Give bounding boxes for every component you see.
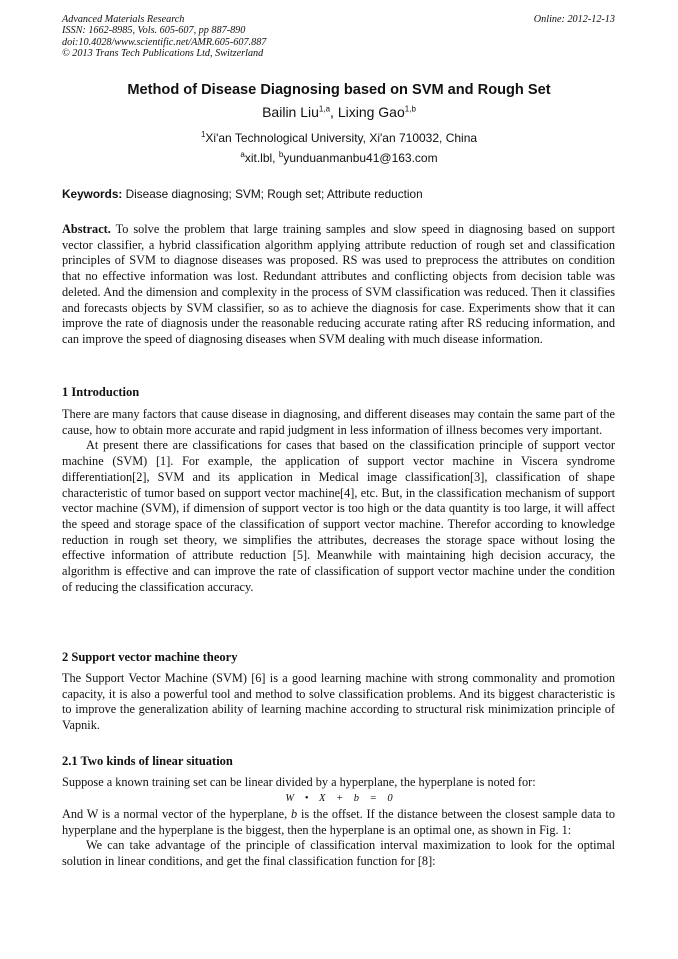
linear-p2-part-c: is the offset. If the distance between the closest sample data to hyperplane and the hyperplane is the biggest, then the hyperplane is an optimal one, as shown in Fig. 1:	[62, 807, 615, 837]
email-b: yunduanmanbu41@163.com	[283, 151, 438, 165]
introduction-body	[62, 407, 615, 595]
subsection-heading-linear: 2.1 Two kinds of linear situation	[62, 754, 233, 768]
affiliation	[0, 131, 678, 145]
paper-title: Method of Disease Diagnosing based on SVM and Rough Set	[127, 82, 551, 98]
hyperplane-equation: W • X + b = 0	[285, 793, 393, 804]
online-date: Online: 2012-12-13	[533, 14, 615, 25]
svm-paragraph-1: The Support Vector Machine (SVM) [6] is a good learning machine with strong commonality and promotion capacity, it is also a powerful tool and method to solve classification problems. And its biggest characteristic is to improve the generalization ability of learning machine according to structural risk minimization principle of Vapnik.	[62, 671, 615, 733]
email-a: xit.lbl,	[244, 151, 279, 165]
keywords-label: Keywords:	[62, 187, 123, 201]
section-heading-svm-theory: 2 Support vector machine theory	[62, 650, 238, 664]
copyright-line: © 2013 Trans Tech Publications Ltd, Switzerland	[62, 48, 264, 60]
section-heading-introduction: 1 Introduction	[62, 385, 140, 399]
offset-symbol: b	[290, 807, 298, 821]
author-1-sup: 1,a	[318, 104, 331, 114]
issn-line: ISSN: 1662-8985, Vols. 605-607, pp 887-890	[62, 25, 246, 37]
journal-name: Advanced Materials Research	[62, 14, 185, 25]
journal-header	[62, 14, 266, 60]
linear-body-1	[62, 775, 615, 791]
abstract-label: Abstract.	[62, 222, 111, 236]
linear-paragraph-3: We can take advantage of the principle of classification interval maximization to look for the optimal solution in linear conditions, and get the final classification function for [8]:	[62, 838, 615, 869]
abstract-text: To solve the problem that large training samples and slow speed in diagnosing based on support vector classifier, a hybrid classification algorithm applying attribute reduction of rough set and classification principles of SVM to diagnose diseases was proposed. RS was used to preprocess the attributes on condition that no effective information was lost. Redundant attributes and conflicting objects from decision table was deleted. And the dimension and complexity in the process of SVM classification was reduced. Then it classifies and forecasts objects by SVM classifier, so as to achieve the diagnosis for case. Experiments show that it can improve the rate of diagnosis under the reasonable reducing accurate rating after RS reducing information, and can improve the speed of diagnosing diseases when SVM dealing with much disease information.	[62, 222, 615, 346]
author-line	[0, 104, 678, 120]
svm-theory-body	[62, 671, 615, 734]
author-separator: ,	[330, 104, 338, 120]
affiliation-sup: 1	[200, 130, 206, 139]
author-1: Bailin Liu	[262, 104, 319, 120]
linear-p2-part-a: And W is a normal vector of the hyperplane,	[62, 807, 291, 821]
email-line	[0, 151, 678, 165]
affiliation-text: Xi'an Technological University, Xi'an 710032, China	[205, 131, 478, 145]
doi-line: doi:10.4028/www.scientific.net/AMR.605-607.887	[62, 36, 267, 48]
keywords	[62, 187, 615, 201]
keywords-text: Disease diagnosing; SVM; Rough set; Attribute reduction	[122, 187, 423, 201]
linear-body-2	[62, 807, 615, 870]
author-2: Lixing Gao	[337, 104, 405, 120]
email-a-sup: a	[240, 150, 245, 159]
author-2-sup: 1,b	[404, 104, 416, 114]
intro-paragraph-1: There are many factors that cause disease in diagnosing, and different diseases may contain the same part of the cause, how to obtain more accurate and rapid judgment in less information of illness becomes very important.	[62, 407, 615, 437]
linear-paragraph-1: Suppose a known training set can be linear divided by a hyperplane, the hyperplane is noted for:	[62, 775, 536, 789]
email-b-sup: b	[278, 150, 284, 159]
linear-paragraph-2	[62, 807, 615, 838]
abstract	[62, 222, 615, 348]
intro-paragraph-2: At present there are classifications for cases that based on the classification principle of support vector machine (SVM) [1]. For example, the application of support vector machine in Viscera syndrome differentiation[2], SVM and its application in Medical image classification[3], classification of shape characteristic of tumor based on support vector machine[4], etc. But, in the classification mechanism of support vector machine (SVM), if dimension of support vector is too high or the data quantity is too large, it will affect the speed and storage space of the classification of support vector machine. Therefor according to knowledge reduction in rough set theory, we simplifies the attributes, decreases the storage space without losing the effective information of attribute reduction [5]. Meanwhile with maintaining high decision accuracy, the algorithm is effective and can improve the rate of classification of support vector machine under the condition of reducing the classification accuracy.	[62, 438, 615, 594]
